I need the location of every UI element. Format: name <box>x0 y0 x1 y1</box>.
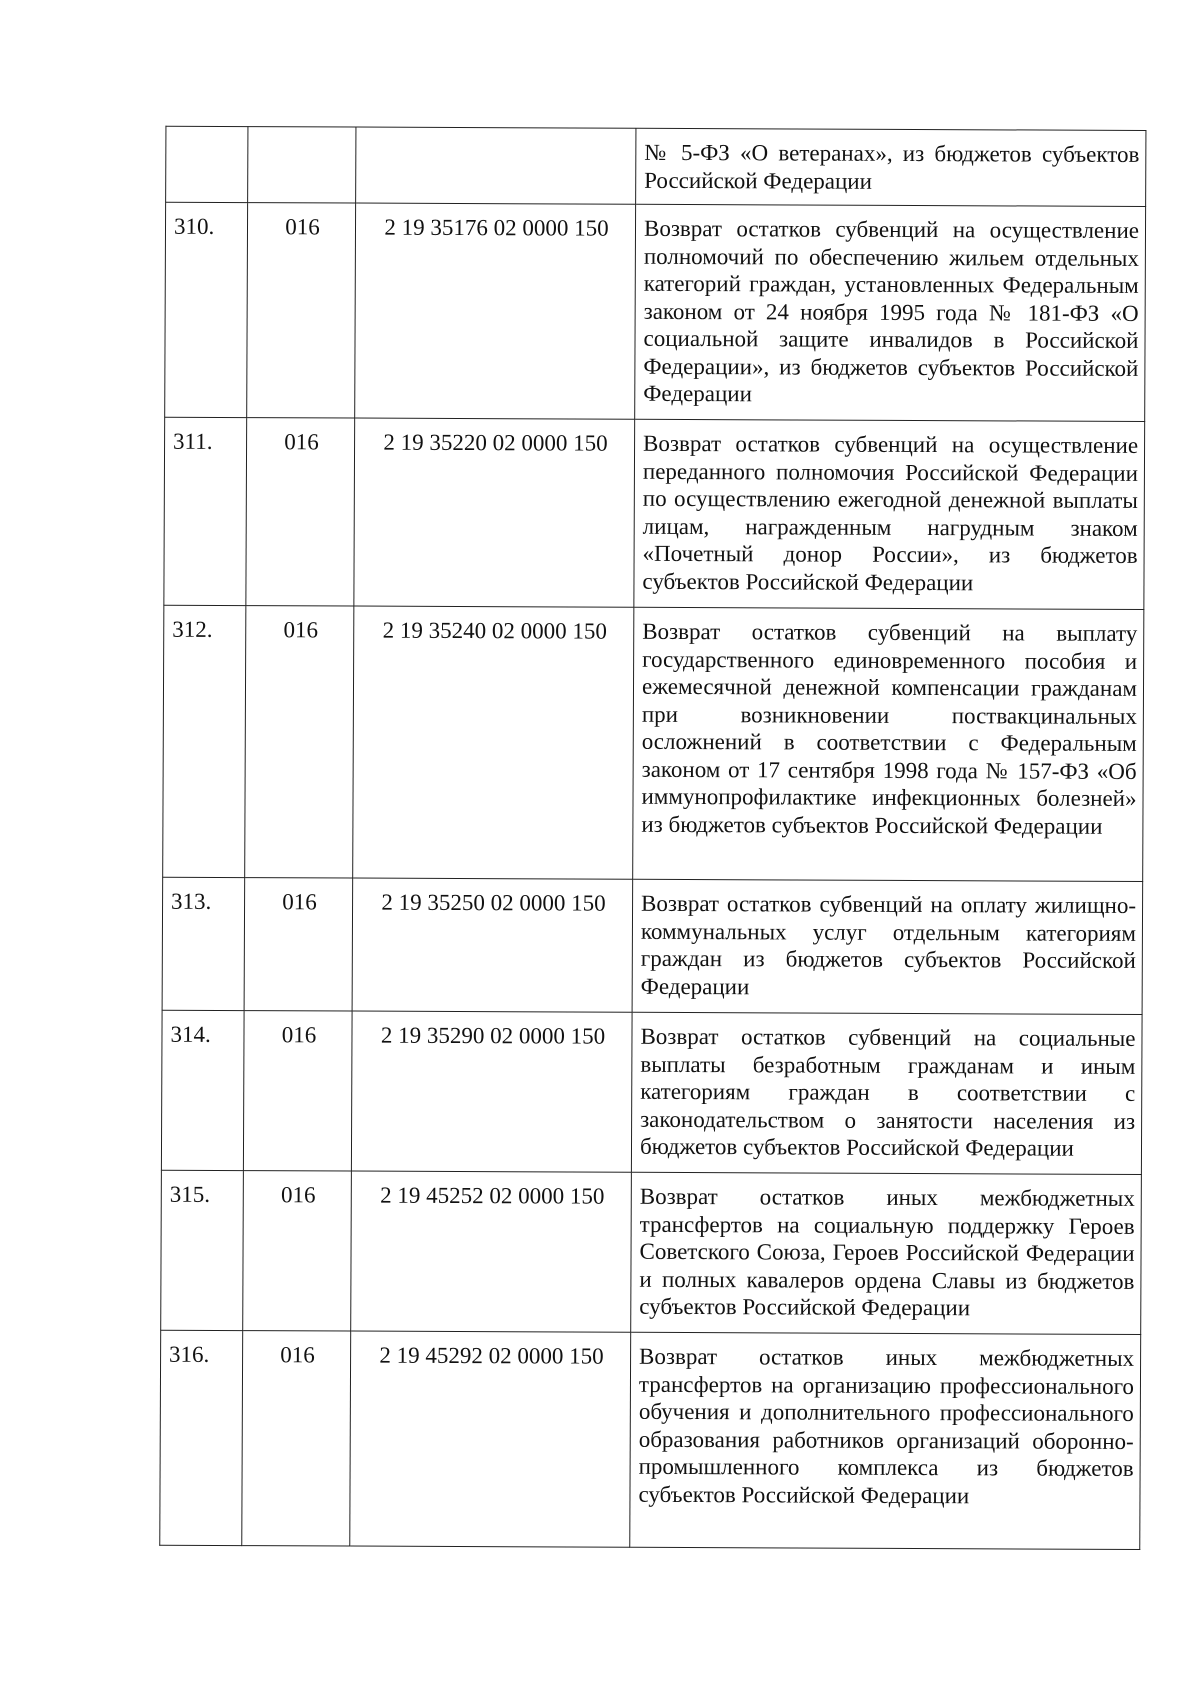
budget-classification-code: 2 19 35240 02 0000 150 <box>353 606 634 879</box>
row-number: 311. <box>164 417 247 605</box>
table-row <box>162 877 1143 1014</box>
budget-codes-table <box>159 126 1146 1550</box>
admin-code: 016 <box>247 203 356 418</box>
budget-classification-code: 2 19 35220 02 0000 150 <box>354 418 635 607</box>
budget-classification-code: 2 19 45292 02 0000 150 <box>350 1331 631 1547</box>
income-description: Возврат остатков субвенций на выплату государственного единовременного пособия и ежемесячной денежной компенсации гражданам при возникновении поствакцинальных осложнений в соответствии с Федеральным законом от 17 сентября 1998 года № 157-ФЗ «Об иммунопрофилактике инфекционных болезней» из бюджетов субъектов Российской Федерации <box>633 607 1144 881</box>
income-description: Возврат остатков субвенций на оплату жилищно-коммунальных услуг отдельным категориям граждан из бюджетов субъектов Российской Федерации <box>632 879 1143 1014</box>
table-row <box>161 1170 1142 1334</box>
table-row <box>165 202 1146 421</box>
row-number: 314. <box>161 1010 244 1170</box>
admin-code: 016 <box>243 1011 352 1171</box>
income-description: Возврат остатков субвенций на осуществление переданного полномочия Российской Федерации по осуществлению ежегодной денежной выплаты лицам, награжденным нагрудным знаком «Почетный донор России», из бюджетов субъектов Российской Федерации <box>634 419 1145 609</box>
admin-code: 016 <box>244 878 353 1011</box>
admin-code: 016 <box>243 1171 352 1331</box>
row-number: 315. <box>161 1170 244 1330</box>
income-description: Возврат остатков иных межбюджетных трансфертов на организацию профессионального обучения и дополнительного профессионального образования работников организаций оборонно-промышленного комплекса из бюджетов субъектов Российской Федерации <box>630 1332 1141 1549</box>
budget-classification-code: 2 19 45252 02 0000 150 <box>351 1171 632 1332</box>
budget-classification-code: 2 19 35290 02 0000 150 <box>351 1011 632 1172</box>
row-number: 313. <box>162 877 245 1010</box>
admin-code: 016 <box>246 418 355 606</box>
row-number: 316. <box>160 1330 243 1545</box>
income-description: Возврат остатков субвенций на осуществление полномочий по обеспечению жильем отдельных категорий граждан, установленных Федеральным законом от 24 ноября 1995 года № 181-ФЗ «О социальной защите инвалидов в Российской Федерации», из бюджетов субъектов Российской Федерации <box>635 204 1146 421</box>
admin-code <box>248 127 356 203</box>
income-description: Возврат остатков иных межбюджетных трансфертов на социальную поддержку Героев Советского Союза, Героев Российской Федерации и полных кавалеров ордена Славы из бюджетов субъектов Российской Федерации <box>631 1172 1142 1334</box>
income-description: Возврат остатков субвенций на социальные выплаты безработным гражданам и иным категориям граждан в соответствии с законодательством о занятости населения из бюджетов субъектов Российской Федерации <box>631 1012 1142 1174</box>
budget-classification-code: 2 19 35176 02 0000 150 <box>355 203 636 419</box>
table-row <box>160 1330 1141 1549</box>
row-number: 310. <box>165 202 248 417</box>
table-row <box>163 605 1144 881</box>
admin-code: 016 <box>242 1331 351 1546</box>
row-number <box>166 126 248 202</box>
table-row <box>161 1010 1142 1174</box>
budget-classification-code: 2 19 35250 02 0000 150 <box>352 878 633 1012</box>
row-number: 312. <box>163 605 246 877</box>
income-description: № 5-ФЗ «О ветеранах», из бюджетов субъектов Российской Федерации <box>636 128 1146 206</box>
budget-classification-code <box>356 127 636 204</box>
admin-code: 016 <box>245 606 354 878</box>
table-row <box>164 417 1145 609</box>
table-row <box>166 126 1146 206</box>
